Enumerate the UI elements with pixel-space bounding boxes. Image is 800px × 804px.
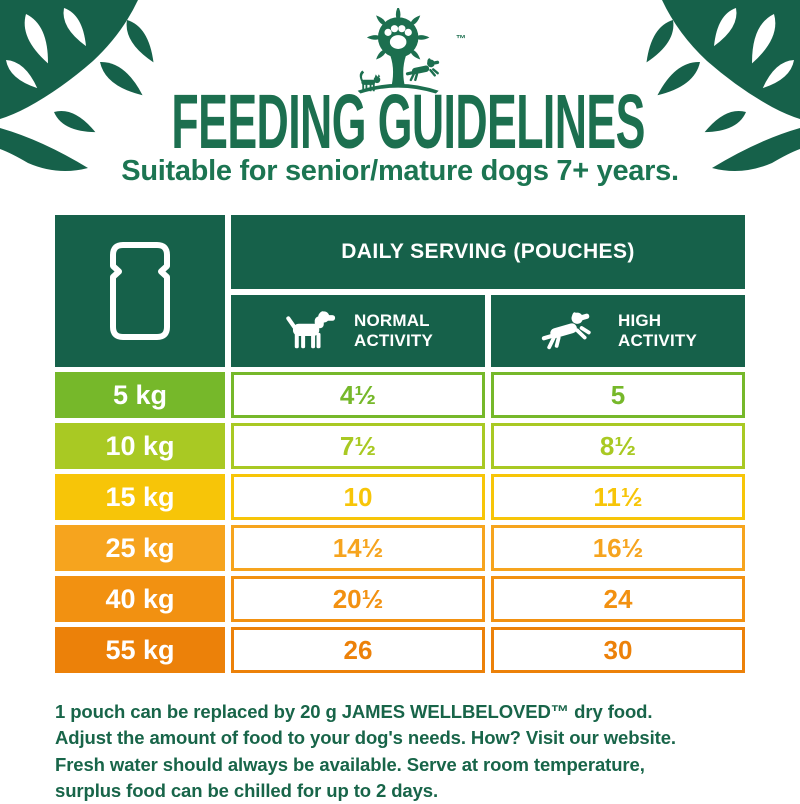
weight-cell: 25 kg xyxy=(55,525,225,571)
weight-cell: 5 kg xyxy=(55,372,225,418)
footer-line: Fresh water should always be available. Serve at room temperature, xyxy=(55,753,645,775)
standing-dog-icon xyxy=(283,307,341,355)
daily-serving-header: DAILY SERVING (POUCHES) xyxy=(231,215,745,289)
high-activity-value: 30 xyxy=(491,627,745,673)
table-row xyxy=(55,372,745,418)
trademark-symbol: ™ xyxy=(456,34,466,45)
footer-line: Adjust the amount of food to your dog's needs. How? Visit our website. xyxy=(55,727,676,749)
footer-line: surplus food can be chilled for up to 2 days. xyxy=(55,779,439,801)
normal-activity-label: NORMAL ACTIVITY xyxy=(353,310,434,350)
normal-activity-value: 20½ xyxy=(231,576,485,622)
normal-activity-value: 26 xyxy=(231,627,485,673)
high-activity-value: 16½ xyxy=(491,525,745,571)
table-header xyxy=(55,215,745,367)
page-subtitle: Suitable for senior/mature dogs 7+ years. xyxy=(121,155,679,187)
high-activity-header xyxy=(491,295,745,367)
table-row xyxy=(55,423,745,469)
weight-cell: 15 kg xyxy=(55,474,225,520)
normal-activity-value: 7½ xyxy=(231,423,485,469)
normal-activity-header xyxy=(231,295,485,367)
normal-activity-value: 4½ xyxy=(231,372,485,418)
table-row xyxy=(55,525,745,571)
leaping-dog-icon xyxy=(539,307,605,355)
normal-activity-value: 10 xyxy=(231,474,485,520)
page-title xyxy=(0,78,800,167)
high-activity-label: HIGH ACTIVITY xyxy=(617,310,698,350)
table-row xyxy=(55,627,745,673)
high-activity-value: 5 xyxy=(491,372,745,418)
weight-cell: 55 kg xyxy=(55,627,225,673)
page-title-text: FEEDING GUIDELINES xyxy=(171,79,645,165)
weight-cell: 40 kg xyxy=(55,576,225,622)
feeding-guidelines-table xyxy=(55,215,745,673)
high-activity-value: 8½ xyxy=(491,423,745,469)
table-row xyxy=(55,576,745,622)
pouch-icon xyxy=(107,239,173,343)
high-activity-value: 11½ xyxy=(491,474,745,520)
footer-notes xyxy=(55,699,755,804)
normal-activity-value: 14½ xyxy=(231,525,485,571)
footer-line: 1 pouch can be replaced by 20 g JAMES WELLBELOVED™ dry food. xyxy=(55,701,653,722)
table-row xyxy=(55,474,745,520)
weight-cell: 10 kg xyxy=(55,423,225,469)
pouch-header-cell xyxy=(55,215,225,367)
high-activity-value: 24 xyxy=(491,576,745,622)
